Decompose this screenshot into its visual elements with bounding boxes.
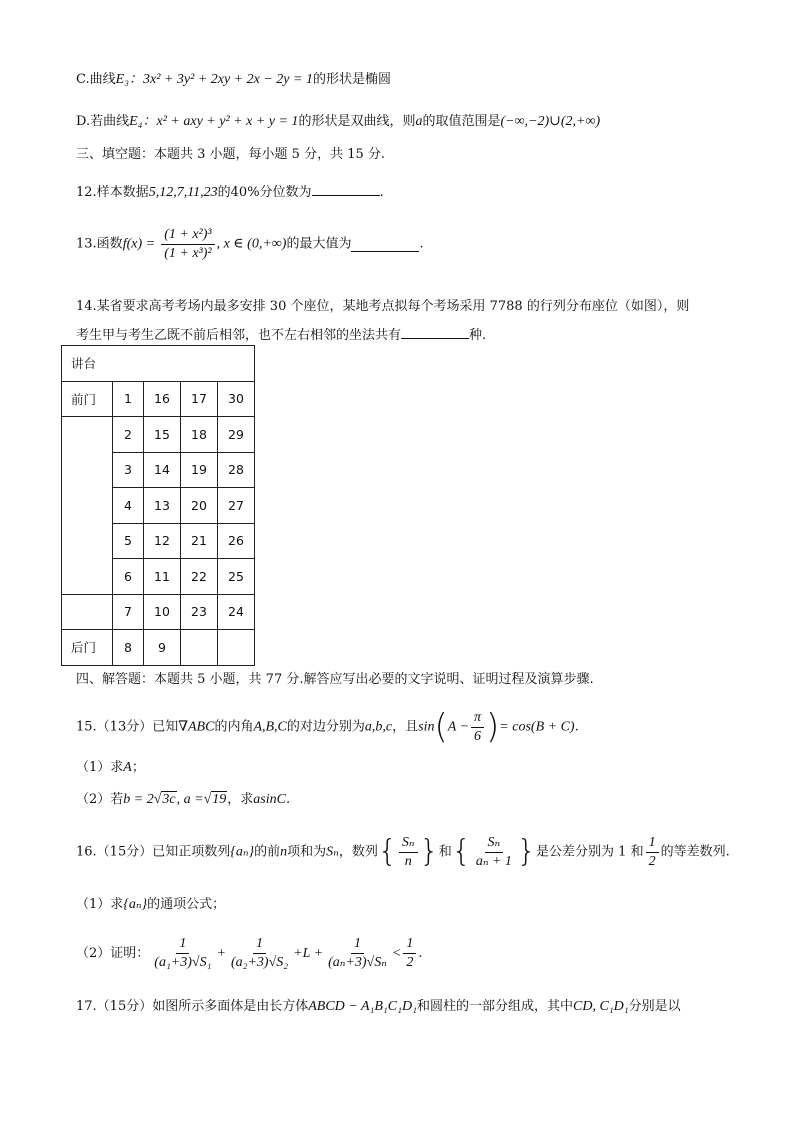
question-13: 13.函数f(x) = $\frac{\text{(1 + x²)³}}{\text{(1 + x³)²}}$ , x ∈ (0,+∞)的最大值为 . — [76, 227, 424, 261]
answer-blank-13 — [351, 237, 419, 252]
option-d: D.若曲线E₄：x² + axy + y² + x + y = 1的形状是双曲线，则a的取值范围是(−∞,−2)∪(2,+∞) — [76, 114, 601, 129]
table-cell: 13 — [144, 488, 181, 524]
table-cell: 24 — [218, 594, 255, 630]
table-cell: 28 — [218, 452, 255, 488]
q16-sn-over-an1: $\frac{\text{Sₙ}}{\text{aₙ + 1}}$ — [475, 834, 512, 869]
table-cell: 后门 — [62, 630, 113, 666]
q16-bound-half: $\frac{1}{2}$ — [403, 935, 416, 972]
table-cell: 14 — [144, 452, 181, 488]
table-cell: 27 — [218, 488, 255, 524]
table-row — [62, 630, 255, 666]
table-cell: 前门 — [62, 381, 113, 417]
answer-blank-12 — [312, 181, 380, 196]
table-cell: 2 — [113, 417, 144, 453]
question-14-line-1: 14.某省要求高考考场内最多安排 30 个座位，某地考点拟每个考场采用 7788 的行列分布座位（如图），则 — [76, 299, 690, 314]
table-cell: 25 — [218, 559, 255, 595]
q16-term-1: $\frac{1}{\text{(a₁+3)√S₁}}$ — [154, 936, 212, 970]
question-15: 15.（13分）已知∇ABC的内角A,B,C的对边分别为a,b,c，且sin(A − $\frac{\pi}{6}$ )= cos(B + C). — [76, 707, 579, 747]
table-header-row — [62, 346, 255, 382]
question-14-line-2: 考生甲与考生乙既不前后相邻，也不左右相邻的坐法共有 种. — [76, 324, 486, 346]
table-row — [62, 417, 255, 453]
table-row — [62, 381, 255, 417]
table-cell — [218, 630, 255, 666]
q16-sn-over-n: $\frac{\text{Sₙ}}{n}$ — [399, 834, 418, 871]
table-cell: 18 — [181, 417, 218, 453]
q15-pi-over-six: $\frac{\pi}{6}$ — [471, 709, 484, 746]
table-cell: 19 — [181, 452, 218, 488]
question-15-part-2: （2）若b = 2√3c, a =√19，求asinC. — [76, 792, 291, 807]
table-cell: 30 — [218, 381, 255, 417]
question-15-part-1: （1）求A； — [76, 760, 145, 775]
question-16: 16.（15分）已知正项数列{aₙ}的前n项和为Sₙ，数列{ $\frac{\text{Sₙ}}{n}$ }和{ $\frac{\text{Sₙ}}{\text{aₙ + 1}}$ }是公差分别为 1 和 $\frac{1}{2}$ 的等差数列. — [76, 834, 730, 869]
question-16-part-1: （1）求{aₙ}的通项公式； — [76, 897, 226, 912]
table-cell — [181, 630, 218, 666]
table-cell-merged — [62, 417, 113, 595]
table-cell: 22 — [181, 559, 218, 595]
table-header-podium: 讲台 — [62, 346, 255, 382]
seat-table — [61, 345, 255, 666]
table-cell: 8 — [113, 630, 144, 666]
table-cell: 4 — [113, 488, 144, 524]
table-cell: 1 — [113, 381, 144, 417]
table-cell: 15 — [144, 417, 181, 453]
q16-term-n: $\frac{1}{\text{(aₙ+3)√Sₙ}}$ — [328, 936, 387, 970]
table-cell: 7 — [113, 594, 144, 630]
table-cell: 21 — [181, 523, 218, 559]
question-16-part-2: （2）证明： $\frac{1}{\text{(a₁+3)√S₁}}$ + $\frac{1}{\text{(a₂+3)√S₂}}$ +L + $\frac{1}{\text{(aₙ+3)√Sₙ}}$ < $\frac{1}{2}$ . — [76, 936, 423, 970]
table-cell: 17 — [181, 381, 218, 417]
table-cell: 26 — [218, 523, 255, 559]
section-4-heading: 四、解答题：本题共 5 小题，共 77 分.解答应写出必要的文字说明、证明过程及演算步骤. — [76, 672, 594, 687]
table-row — [62, 594, 255, 630]
question-17: 17.（15分）如图所示多面体是由长方体ABCD − A₁B₁C₁D₁和圆柱的一部分组成，其中CD, C₁D₁分别是以 — [76, 999, 681, 1014]
table-cell: 10 — [144, 594, 181, 630]
table-cell: 23 — [181, 594, 218, 630]
table-cell: 6 — [113, 559, 144, 595]
table-cell: 29 — [218, 417, 255, 453]
q13-fraction: $\frac{\text{(1 + x²)³}}{\text{(1 + x³)²}}$ — [161, 226, 214, 263]
table-cell: 11 — [144, 559, 181, 595]
table-cell: 5 — [113, 523, 144, 559]
table-cell: 12 — [144, 523, 181, 559]
table-cell: 16 — [144, 381, 181, 417]
option-c: C.曲线E₃：3x² + 3y² + 2xy + 2x − 2y = 1的形状是椭圆 — [76, 72, 391, 87]
table-cell: 3 — [113, 452, 144, 488]
q16-term-2: $\frac{1}{\text{(a₂+3)√S₂}}$ — [230, 936, 289, 970]
question-12: 12.样本数据5,12,7,11,23的40%分位数为 . — [76, 181, 384, 203]
table-cell: 20 — [181, 488, 218, 524]
table-cell: 9 — [144, 630, 181, 666]
table-cell — [62, 594, 113, 630]
section-3-heading: 三、填空题：本题共 3 小题，每小题 5 分，共 15 分. — [76, 147, 386, 162]
q16-one-half: $\frac{1}{2}$ — [646, 834, 659, 871]
answer-blank-14 — [401, 324, 469, 339]
